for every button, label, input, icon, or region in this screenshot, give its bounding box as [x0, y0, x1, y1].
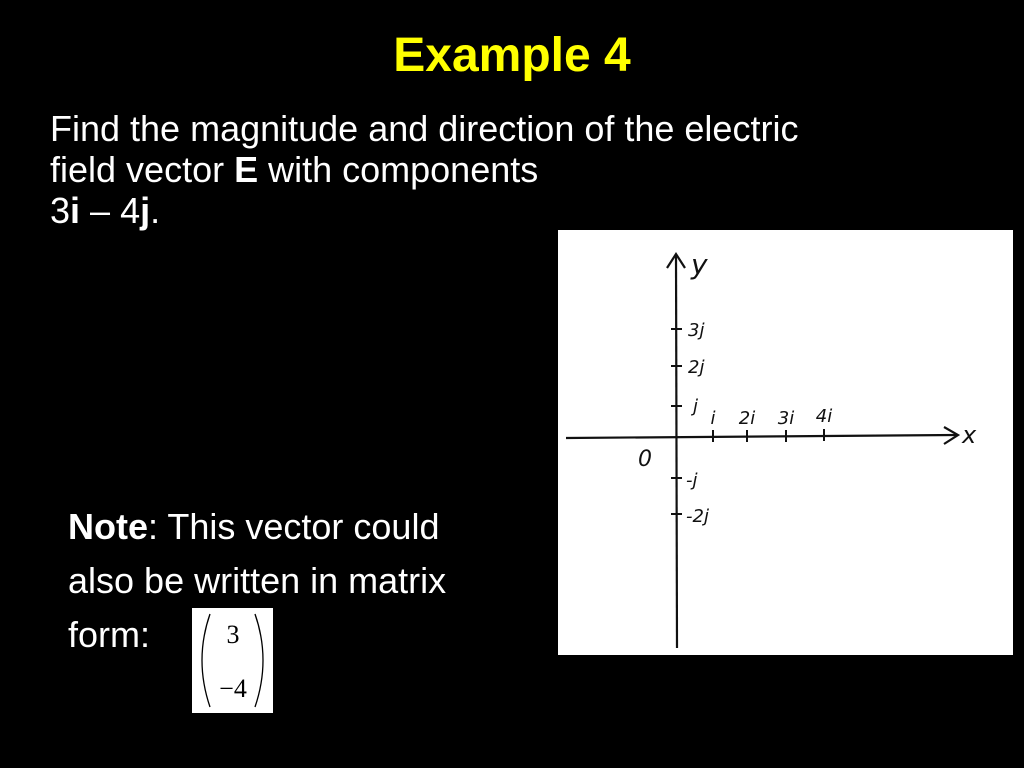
note-block — [68, 500, 568, 662]
y-tick-label-j: j — [693, 396, 699, 417]
column-matrix — [192, 608, 273, 713]
problem-line-2 — [50, 149, 1010, 190]
y-axis-label: y — [691, 248, 708, 281]
problem-statement — [50, 108, 1010, 231]
unit-vector-i: i — [70, 190, 81, 231]
y-tick-label-neg-2j: -2j — [686, 506, 709, 527]
problem-text: field vector — [50, 149, 235, 190]
y-tick-label-neg-j: -j — [686, 470, 698, 491]
x-tick-label-3i: 3i — [777, 408, 795, 429]
note-line-3: form: — [68, 614, 151, 655]
problem-line-3 — [50, 190, 1010, 231]
period: . — [150, 190, 161, 231]
matrix-top-entry: 3 — [226, 620, 240, 649]
origin-label: 0 — [638, 447, 652, 472]
x-axis — [566, 435, 956, 438]
component-x-value: 3 — [50, 190, 71, 231]
x-tick-label-i: i — [710, 408, 716, 429]
y-tick-label-3j: 3j — [688, 320, 705, 341]
problem-text: with components — [258, 149, 539, 190]
slide-title: Example 4 — [393, 29, 631, 82]
right-parenthesis — [255, 614, 263, 707]
x-axis-label: x — [962, 421, 977, 449]
unit-vector-j: j — [140, 190, 151, 231]
note-text: : This vector could — [148, 506, 440, 547]
component-y-value: – 4 — [80, 190, 141, 231]
x-tick-label-4i: 4i — [815, 406, 833, 427]
note-label: Note — [68, 506, 148, 547]
y-axis — [676, 256, 677, 648]
problem-line-1: Find the magnitude and direction of the electric — [50, 108, 799, 149]
y-tick-label-2j: 2j — [688, 357, 705, 378]
matrix-bottom-entry: −4 — [219, 674, 247, 703]
note-line-1 — [68, 500, 568, 554]
left-parenthesis — [202, 614, 210, 707]
coordinate-graph — [558, 230, 1013, 655]
x-tick-label-2i: 2i — [738, 408, 756, 429]
note-line-2: also be written in matrix — [68, 560, 447, 601]
vector-symbol-e: E — [234, 149, 259, 190]
